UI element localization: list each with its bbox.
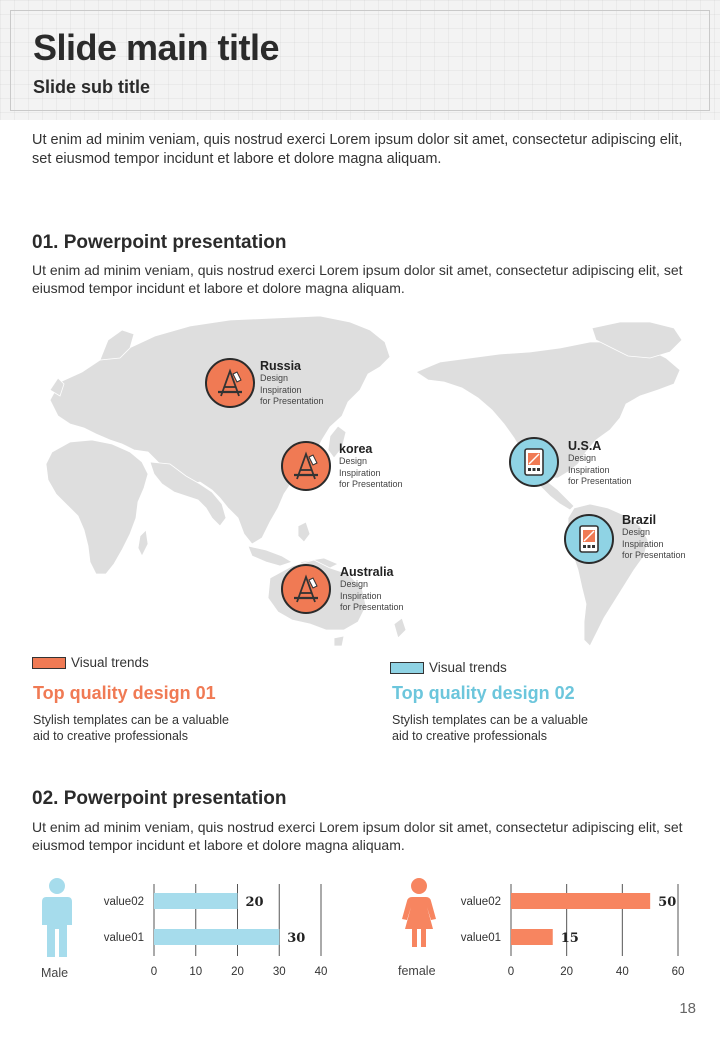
category-label: value02 (103, 896, 144, 908)
location-marker-usa (509, 437, 559, 487)
page-title: Slide main title (33, 27, 280, 68)
bar-value-label: 50 (658, 895, 677, 910)
location-desc-line: for Presentation (622, 550, 686, 560)
location-marker-korea (281, 441, 331, 491)
legend-label: Visual trends (429, 660, 507, 675)
x-tick-label: 0 (507, 966, 515, 978)
intro-text: Ut enim ad minim veniam, quis nostrud exerci Lorem ipsum dolor sit amet, consectetur adipiscing elit, set eiusmod tempor incidunt et labore et dolore magna aliquam. (32, 132, 683, 167)
bar (511, 893, 650, 909)
location-desc-line: Design (340, 579, 369, 589)
location-desc-line: for Presentation (568, 476, 632, 486)
section1-body: Ut enim ad minim veniam, quis nostrud exerci Lorem ipsum dolor sit amet, consectetur adipiscing elit, set eiusmod tempor incidunt et labore et dolore magna aliquam. (32, 262, 683, 296)
location-name: U.S.A (568, 439, 602, 453)
title-box (10, 10, 710, 111)
section2-title: 02. Powerpoint presentation (32, 788, 287, 809)
female-figure-icon (400, 877, 438, 949)
legend-label: Visual trends (71, 655, 149, 670)
location-desc-line: Inspiration (568, 464, 610, 475)
legend-item-1 (32, 655, 149, 670)
male-bar-chart (95, 878, 345, 984)
category-label: value01 (460, 932, 501, 944)
quality-heading-2: Top quality design 02 (392, 683, 575, 703)
bar-value-label: 20 (245, 895, 264, 910)
bar (511, 929, 553, 945)
quality-desc-1-line1: Stylish templates can be a valuable (33, 713, 229, 727)
legend-swatch-blue (390, 662, 424, 674)
location-marker-russia (205, 358, 255, 408)
section2-body: Ut enim ad minim veniam, quis nostrud exerci Lorem ipsum dolor sit amet, consectetur adipiscing elit, set eiusmod tempor incidunt et labore et dolore magna aliquam. (32, 819, 683, 853)
quality-desc-2-line2: aid to creative professionals (392, 729, 547, 743)
bar (154, 929, 279, 945)
location-desc-line: Inspiration (340, 590, 382, 601)
location-desc-line: Inspiration (339, 467, 381, 478)
x-tick-label: 40 (314, 966, 328, 978)
section1-title: 01. Powerpoint presentation (32, 232, 287, 253)
x-tick-label: 20 (560, 966, 574, 978)
location-desc-line: Design (260, 373, 289, 383)
bar (154, 893, 238, 909)
location-name: korea (339, 442, 373, 456)
bar-value-label: 15 (560, 931, 579, 946)
bar-value-label: 30 (287, 931, 306, 946)
female-label: female (398, 964, 436, 978)
quality-heading-1: Top quality design 01 (33, 683, 216, 703)
quality-desc-2 (392, 712, 632, 744)
location-label (340, 565, 404, 614)
location-desc-line: Inspiration (622, 538, 664, 549)
location-name: Brazil (622, 513, 657, 527)
location-desc-line: for Presentation (340, 602, 404, 612)
location-marker-brazil (564, 514, 614, 564)
page-number: 18 (679, 1000, 696, 1017)
location-desc-line: for Presentation (339, 479, 403, 489)
category-label: value02 (460, 896, 501, 908)
page-subtitle: Slide sub title (33, 77, 151, 97)
location-name: Australia (340, 565, 394, 579)
location-label (260, 359, 324, 408)
x-tick-label: 10 (189, 966, 203, 978)
location-marker-australia (281, 564, 331, 614)
location-desc-line: for Presentation (260, 396, 324, 406)
male-figure-icon (38, 877, 76, 959)
location-label (622, 513, 686, 562)
location-desc-line: Design (339, 456, 368, 466)
location-desc-line: Design (568, 453, 597, 463)
location-label (339, 442, 403, 491)
x-tick-label: 40 (615, 966, 629, 978)
location-desc-line: Design (622, 527, 651, 537)
category-label: value01 (103, 932, 144, 944)
legend-swatch-orange (32, 657, 66, 669)
location-desc-line: Inspiration (260, 384, 302, 395)
x-tick-label: 20 (231, 966, 244, 978)
legend-item-2 (390, 660, 507, 675)
x-tick-label: 30 (272, 966, 286, 978)
female-bar-chart (452, 878, 702, 984)
quality-desc-2-line1: Stylish templates can be a valuable (392, 713, 588, 727)
quality-desc-1-line2: aid to creative professionals (33, 729, 188, 743)
x-tick-label: 0 (150, 966, 158, 978)
location-name: Russia (260, 359, 301, 373)
location-label (568, 439, 632, 488)
quality-desc-1 (33, 712, 273, 744)
male-label: Male (41, 966, 69, 980)
x-tick-label: 60 (671, 966, 685, 978)
